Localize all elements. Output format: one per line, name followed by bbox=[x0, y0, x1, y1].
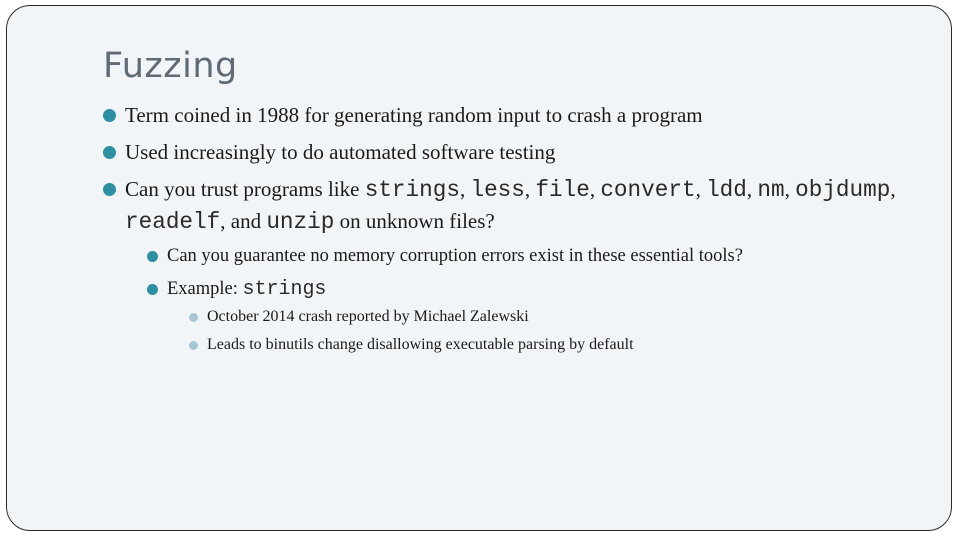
bullet-text: Used increasingly to do automated software testing bbox=[125, 140, 556, 164]
tool-name: strings bbox=[364, 177, 460, 203]
bullet-text bbox=[125, 177, 896, 233]
bullet-item bbox=[103, 100, 903, 131]
separator: , bbox=[589, 177, 601, 201]
separator: , bbox=[524, 177, 536, 201]
bullet-dot-icon bbox=[147, 251, 158, 262]
slide-title: Fuzzing bbox=[103, 46, 238, 86]
bullet-dot-icon bbox=[147, 284, 158, 295]
tool-name: nm bbox=[757, 177, 785, 203]
bullet-prefix: Can you trust programs like bbox=[125, 177, 365, 201]
bullet-dot-icon bbox=[103, 109, 116, 122]
sub-bullet-item bbox=[147, 275, 903, 357]
sub-bullet-text: Can you guarantee no memory corruption errors exist in these essential tools? bbox=[167, 246, 743, 266]
bullet-item bbox=[103, 174, 903, 357]
tool-name: ldd bbox=[706, 177, 747, 203]
bullet-dot-icon bbox=[189, 313, 198, 322]
separator: , bbox=[890, 177, 896, 201]
bullet-dot-icon bbox=[189, 341, 198, 350]
tool-name: objdump bbox=[795, 177, 891, 203]
bullet-item bbox=[103, 137, 903, 168]
sub-sub-bullet-item bbox=[189, 333, 903, 357]
bullet-list bbox=[103, 100, 903, 357]
sub-bullet-item bbox=[147, 242, 903, 270]
separator: , bbox=[746, 177, 758, 201]
sub-sub-bullet-text: October 2014 crash reported by Michael Zalewski bbox=[207, 308, 529, 325]
separator: , bbox=[695, 177, 707, 201]
tool-name: file bbox=[535, 177, 590, 203]
sub-sub-bullet-list bbox=[167, 305, 903, 357]
tool-name: less bbox=[470, 177, 525, 203]
separator-and: , and bbox=[220, 209, 267, 233]
separator: , bbox=[784, 177, 796, 201]
sub-sub-bullet-item bbox=[189, 305, 903, 329]
sub-bullet-prefix: Example: bbox=[167, 279, 243, 299]
sub-bullet-list bbox=[125, 242, 903, 357]
code-strings: strings bbox=[242, 277, 327, 300]
tool-name: readelf bbox=[125, 209, 221, 235]
bullet-suffix: on unknown files? bbox=[334, 209, 495, 233]
tool-name: convert bbox=[600, 177, 696, 203]
slide-content bbox=[103, 100, 903, 363]
bullet-dot-icon bbox=[103, 146, 116, 159]
sub-sub-bullet-text: Leads to binutils change disallowing executable parsing by default bbox=[207, 336, 634, 353]
bullet-text: Term coined in 1988 for generating random input to crash a program bbox=[125, 103, 703, 127]
separator: , bbox=[459, 177, 471, 201]
bullet-dot-icon bbox=[103, 183, 116, 196]
tool-name: unzip bbox=[266, 209, 335, 235]
